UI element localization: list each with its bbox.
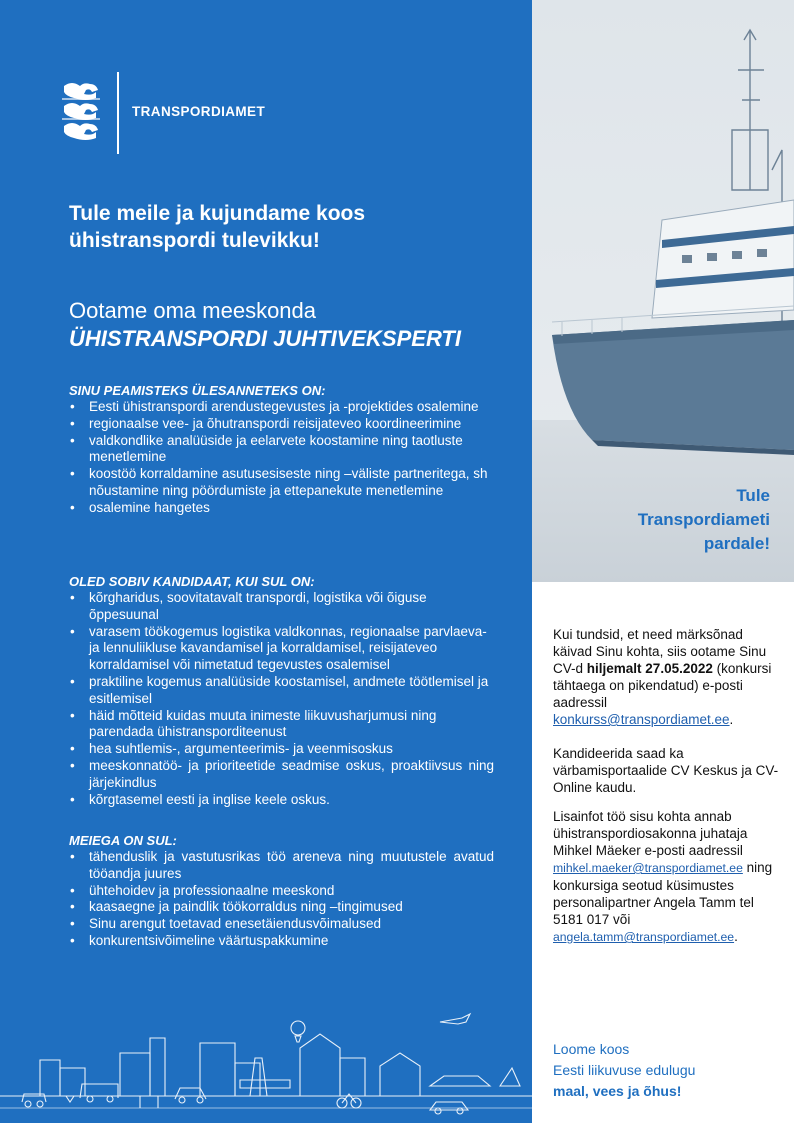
- right-panel: [532, 0, 794, 1123]
- intro-line: Ootame oma meeskonda: [69, 298, 317, 323]
- list-item: • regionaalse vee- ja õhutranspordi reisijateveo koordineerimine: [69, 416, 494, 433]
- duties-heading: SINU PEAMISTEKS ÜLESANNETEKS ON:: [69, 383, 326, 398]
- brand-name: TRANSPORDIAMET: [132, 104, 266, 119]
- list-item: • Sinu arengut toetavad enesetäiendusvõimalused: [69, 916, 494, 933]
- slogan: [638, 484, 770, 556]
- slogan-line: pardale!: [703, 534, 770, 553]
- contacts-info: [553, 808, 783, 946]
- punctuation: .: [734, 929, 738, 944]
- position-title: ÜHISTRANSPORDI JUHTIVEKSPERTI: [69, 326, 461, 351]
- apply-info: [553, 626, 783, 728]
- hr-email-link[interactable]: angela.tamm@transpordiamet.ee: [553, 930, 735, 944]
- list-item: • kõrgtasemel eesti ja inglise keele oskus.: [69, 792, 494, 809]
- offer-heading: MEIEGA ON SUL:: [69, 833, 177, 848]
- portals-info: Kandideerida saad ka värbamisportaalide CV Keskus ja CV-Online kaudu.: [553, 746, 779, 795]
- closing-line: Loome koos: [553, 1041, 630, 1057]
- headline: Tule meile ja kujundame koos ühistranspordi tulevikku!: [69, 202, 366, 252]
- offer-list: [69, 849, 494, 950]
- list-item: • osalemine hangetes: [69, 500, 494, 517]
- apply-text-2: (konkursi tähtaega on pikendatud) e-posti aadressil: [553, 661, 772, 710]
- requirements-section: [69, 573, 494, 808]
- apply-email-link[interactable]: konkurss@transpordiamet.ee: [553, 712, 730, 727]
- requirements-heading: OLED SOBIV KANDIDAAT, KUI SUL ON:: [69, 574, 315, 589]
- list-item: • tähenduslik ja vastutusrikas töö areneva ning muutustele avatud tööandja juures: [69, 849, 494, 883]
- city-skyline-illustration: [0, 998, 532, 1123]
- list-item: • praktiline kogemus analüüside koostamisel, andmete töötlemisel ja esitlemisel: [69, 674, 494, 708]
- list-item: • Eesti ühistranspordi arendustegevustes ja -projektides osalemine: [69, 399, 494, 416]
- slogan-line: Tule: [736, 486, 770, 505]
- list-item: • konkurentsivõimeline väärtuspakkumine: [69, 933, 494, 950]
- list-item: • varasem töökogemus logistika valdkonnas, regionaalse parvlaeva- ja lennuliikluse kavandamisel ja korraldamisel, reisijateveo korraldamisel või nimetatud tegevustes osalemisel: [69, 624, 494, 674]
- list-item: • meeskonnatöö- ja prioriteetide seadmise oskus, proaktiivsus ning järjekindlus: [69, 758, 494, 792]
- duties-section: [69, 382, 494, 517]
- list-item: • häid mõtteid kuidas muuta inimeste liikuvusharjumusi ning parendada ühistransporditeenust: [69, 708, 494, 742]
- ship-photo: [532, 0, 794, 582]
- duties-list: [69, 399, 494, 517]
- apply-text: Kui tundsid, et need märksõnad käivad Sinu kohta, siis ootame Sinu CV-d: [553, 627, 767, 676]
- closing-slogan: [553, 1039, 695, 1102]
- requirements-list: [69, 590, 494, 808]
- closing-line: Eesti liikuvuse edulugu: [553, 1062, 696, 1078]
- coat-of-arms-icon: [60, 80, 104, 144]
- list-item: • kaasaegne ja paindlik töökorraldus ning –tingimused: [69, 899, 494, 916]
- list-item: • valdkondlike analüüside ja eelarvete koostamine ning taotluste menetlemine: [69, 433, 494, 467]
- list-item: • kõrgharidus, soovitatavalt transpordi, logistika või õiguse õppesuunal: [69, 590, 494, 624]
- contact-email-link[interactable]: mihkel.maeker@transpordiamet.ee: [553, 861, 743, 875]
- offer-section: [69, 832, 494, 950]
- list-item: • koostöö korraldamine asutusesiseste ning –väliste partneritega, sh nõustamine ning pöördumiste ja ettepanekute menetlemine: [69, 466, 494, 500]
- list-item: • ühtehoidev ja professionaalne meeskond: [69, 883, 494, 900]
- contacts-text: Lisainfot töö sisu kohta annab ühistranspordiosakonna juhataja Mihkel Mäeker e-posti aadressil: [553, 809, 748, 858]
- list-item: • hea suhtlemis-, argumenteerimis- ja veenmisoskus: [69, 741, 494, 758]
- deadline: hiljemalt 27.05.2022: [586, 661, 713, 676]
- closing-line-strong: maal, vees ja õhus!: [553, 1083, 682, 1099]
- intro: [69, 297, 514, 353]
- logo-divider: [117, 72, 119, 154]
- slogan-line: Transpordiameti: [637, 510, 770, 529]
- contacts-text-2: ning konkursiga seotud küsimustes personalipartner Angela Tamm tel 5181 017 või: [553, 860, 773, 927]
- punctuation: .: [729, 712, 734, 727]
